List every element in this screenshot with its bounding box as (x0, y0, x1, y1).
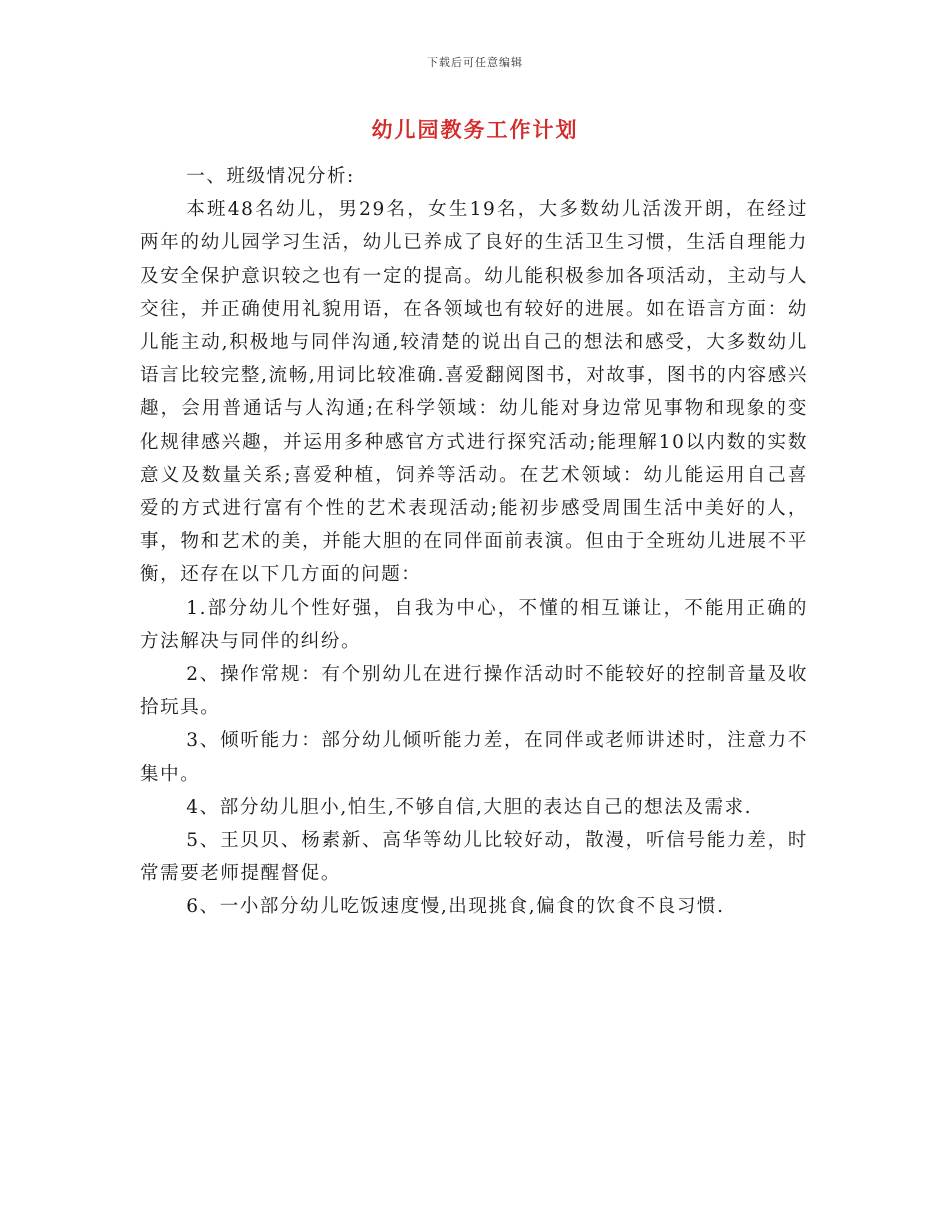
document-title: 幼儿园教务工作计划 (371, 117, 579, 142)
paragraph-issue-4: 4、部分幼儿胆小,怕生,不够自信,大胆的表达自己的想法及需求. (186, 796, 753, 818)
paragraph-issue-5: 5、王贝贝、杨素新、高华等幼儿比较好动，散漫，听信号能力差，时常需要老师提醒督促。 (140, 830, 808, 885)
paragraph-issue-6: 6、一小部分幼儿吃饭速度慢,出现挑食,偏食的饮食不良习惯. (186, 896, 725, 918)
paragraph-issue-1: 1.部分幼儿个性好强，自我为中心，不懂的相互谦让，不能用正确的方法解决与同伴的纠纷。 (140, 597, 808, 652)
paragraph-issue-3: 3、倾听能力：部分幼儿倾听能力差，在同伴或老师讲述时，注意力不集中。 (140, 730, 808, 785)
paragraph-class-analysis: 本班48名幼儿，男29名，女生19名，大多数幼儿活泼开朗，在经过两年的幼儿园学习生活，幼儿已养成了良好的生活卫生习惯，生活自理能力及安全保护意识较之也有一定的提高。幼儿能积极参加各项活动，主动与人交往，并正确使用礼貌用语，在各领域也有较好的进展。如在语言方面：幼儿能主动,积极地与同伴沟通,较清楚的说出自己的想法和感受，大多数幼儿语言比较完整,流畅,用词比较准确.喜爱翻阅图书，对故事，图书的内容感兴趣，会用普通话与人沟通;在科学领域：幼儿能对身边常见事物和现象的变化规律感兴趣，并运用多种感官方式进行探究活动;能理解10以内数的实数意义及数量关系;喜爱种植，饲养等活动。在艺术领域：幼儿能运用自己喜爱的方式进行富有个性的艺术表现活动;能初步感受周围生活中美好的人，事，物和艺术的美，并能大胆的在同伴面前表演。但由于全班幼儿进展不平衡，还存在以下几方面的问题： (140, 199, 808, 586)
document-body (140, 160, 808, 924)
header-note: 下载后可任意编辑 (427, 56, 523, 69)
section-heading: 一、班级情况分析: (186, 166, 355, 187)
paragraph-issue-2: 2、操作常规：有个别幼儿在进行操作活动时不能较好的控制音量及收拾玩具。 (140, 664, 808, 719)
